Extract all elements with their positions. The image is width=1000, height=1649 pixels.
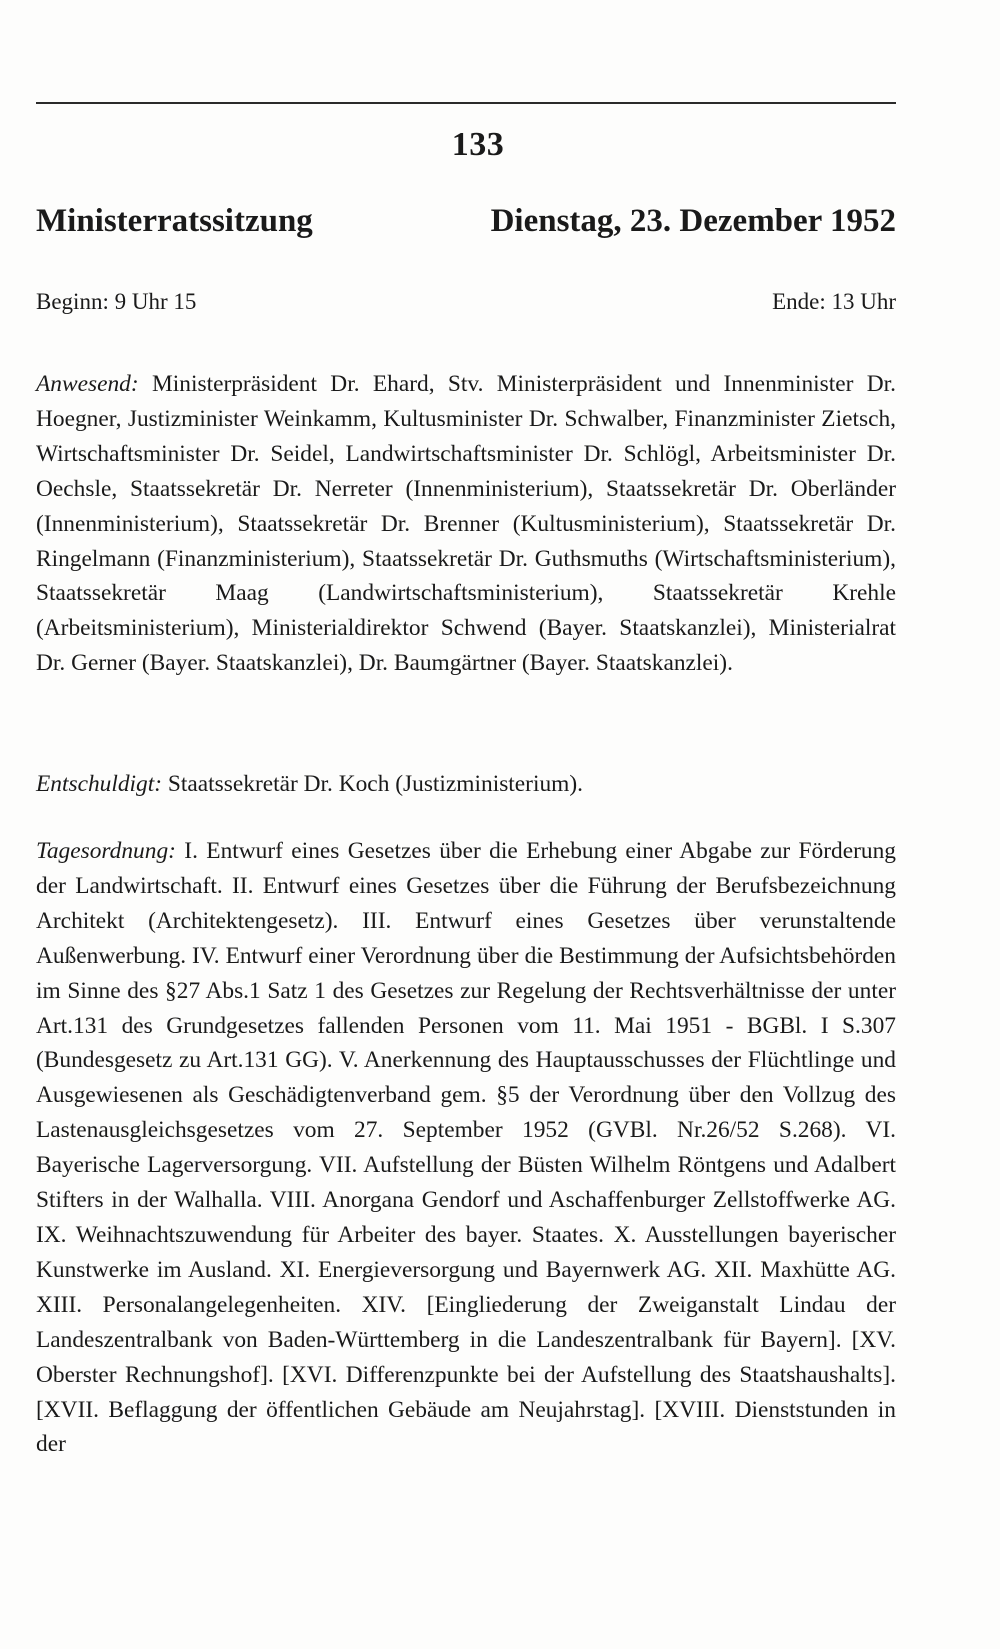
end-time: Ende: 13 Uhr bbox=[772, 289, 896, 314]
header-rule bbox=[36, 102, 896, 104]
excused-list: Staatssekretär Dr. Koch (Justizministerium). bbox=[162, 771, 583, 797]
show-through-header-right bbox=[40, 62, 160, 84]
attendees-list: Ministerpräsident Dr. Ehard, Stv. Ministerpräsident und Innenminister Dr. Hoegner, Justizminister Weinkamm, Kultusminister Dr. Schwalber, Finanzminister Zietsch, Wirtschaftsminister Dr. Seidel, Landwirtschaftsminister Dr. Schlögl, Arbeitsminister Dr. Oechsle, Staatssekretär Dr. Nerreter (Innenministerium), Staatssekretär Dr. Oberländer (Innenministerium), Staatssekretär Dr. Brenner (Kultusministerium), Staatssekretär Dr. Ringelmann (Finanzministerium), Staatssekretär Dr. Guthsmuths (Wirtschaftsministerium), Staatssekretär Maag (Landwirtschaftsministerium), Staatssekretär Krehle (Arbeitsministerium), Ministerialdirektor Schwend (Bayer. Staatskanzlei), Ministerialrat Dr. Gerner (Bayer. Staatskanzlei), Dr. Baumgärtner (Bayer. Staatskanzlei). bbox=[36, 371, 896, 677]
attendees-paragraph bbox=[36, 367, 896, 681]
session-date: Dienstag, 23. Dezember 1952 bbox=[490, 203, 896, 239]
show-through-header-left bbox=[700, 62, 880, 84]
excused-label: Entschuldigt: bbox=[36, 771, 163, 797]
begin-time: Beginn: 9 Uhr 15 bbox=[36, 289, 197, 314]
agenda-label: Tagesordnung: bbox=[36, 838, 176, 864]
session-times bbox=[36, 289, 896, 315]
attendees-label: Anwesend: bbox=[36, 371, 139, 397]
agenda-paragraph bbox=[36, 834, 896, 1462]
session-title: Ministerratssitzung bbox=[36, 203, 313, 239]
excused-paragraph bbox=[36, 767, 896, 802]
session-heading bbox=[36, 203, 896, 240]
protocol-number: 133 bbox=[451, 126, 505, 163]
agenda-items: I. Entwurf eines Gesetzes über die Erhebung einer Abgabe zur Förderung der Landwirtschaft. II. Entwurf eines Gesetzes über die Führung der Berufsbezeichnung Architekt (Architektengesetz). III. Entwurf eines Gesetzes über verunstaltende Außenwerbung. IV. Entwurf einer Verordnung über die Bestimmung der Aufsichtsbehörden im Sinne des §27 Abs.1 Satz 1 des Gesetzes zur Regelung der Rechtsverhältnisse der unter Art.131 des Grundgesetzes fallenden Personen vom 11. Mai 1951 - BGBl. I S.307 (Bundesgesetz zu Art.131 GG). V. Anerkennung des Hauptausschusses der Flüchtlinge und Ausgewiesenen als Geschädigtenverband gem. §5 der Verordnung über den Vollzug des Lastenausgleichsgesetzes vom 27. September 1952 (GVBl. Nr.26/52 S.268). VI. Bayerische Lagerversorgung. VII. Aufstellung der Büsten Wilhelm Röntgens und Adalbert Stifters in der Walhalla. VIII. Anorgana Gendorf und Aschaffenburger Zellstoffwerke AG. IX. Weihnachtszuwendung für Arbeiter des bayer. Staates. X. Ausstellungen bayerischer Kunstwerke im Ausland. XI. Energieversorgung und Bayernwerk AG. XII. Maxhütte AG. XIII. Personalangelegenheiten. XIV. [Eingliederung der Zweiganstalt Lindau der Landeszentralbank von Baden-Württemberg in die Landeszentralbank für Bayern]. [XV. Oberster Rechnungshof]. [XVI. Differenzpunkte bei der Aufstellung des Staatshaushalts]. [XVII. Beflaggung der öffentlichen Gebäude am Neujahrstag]. [XVIII. Dienststunden in der bbox=[36, 838, 896, 1458]
